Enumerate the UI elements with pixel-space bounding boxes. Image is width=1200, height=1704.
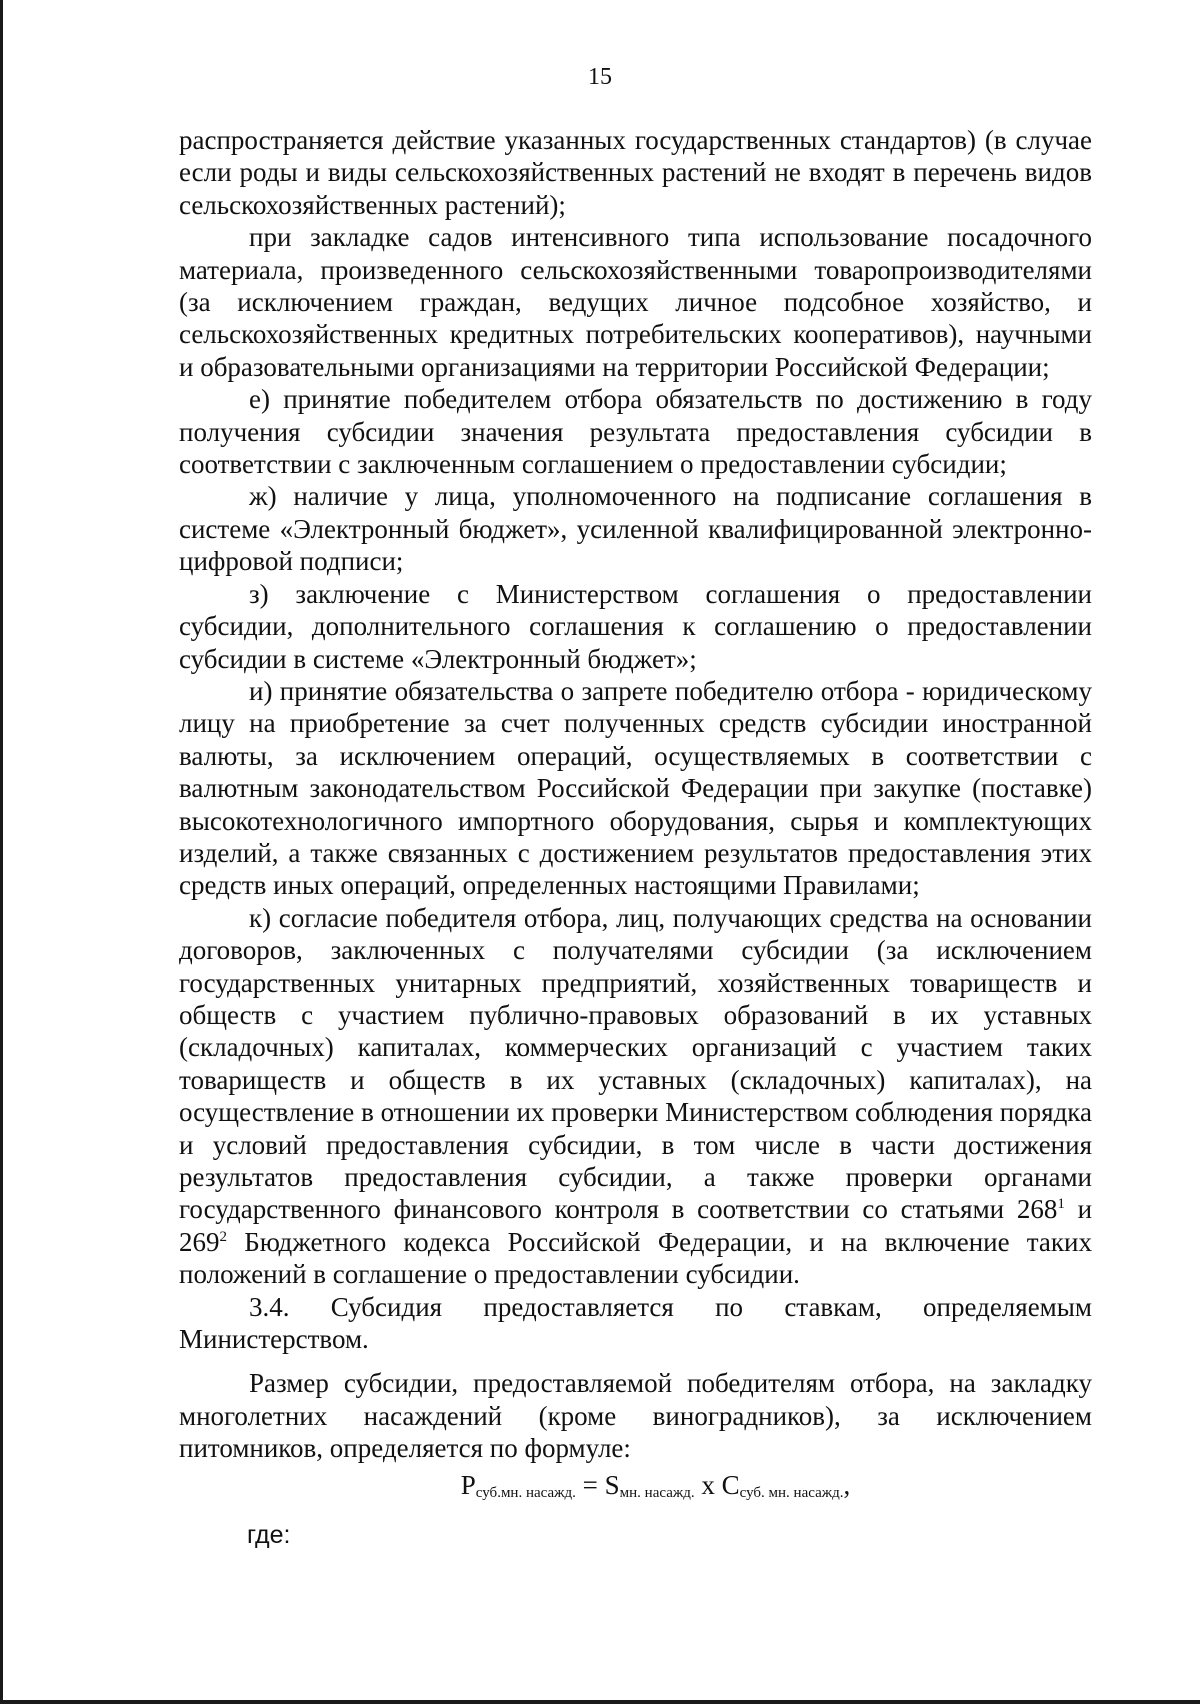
formula-c-subscript: суб. мн. насажд. — [739, 1484, 844, 1501]
scan-edge-left — [0, 0, 3, 1704]
paragraph-subsidy-size: Размер субсидии, предоставляемой победителям отбора, на закладку многолетних насаждений (кроме виноградников), за исключением питомников, определяется по формуле: — [179, 1368, 1092, 1464]
article-superscript-2: 2 — [219, 1228, 227, 1245]
formula-equals: = — [575, 1469, 605, 1500]
article-number-269: 269 — [179, 1226, 220, 1257]
paragraph-orchard-planting: при закладке садов интенсивного типа использование посадочного материала, произведенного сельскохозяйственными товаропроизводителями (за исключением граждан, ведущих личное подсобное хозяйство, и сельскохозяйственных кредитных потребительских кооперативов), научными и образовательными организациями на территории Российской Федерации; — [179, 222, 1092, 382]
formula-p-subscript: суб.мн. насажд. — [475, 1484, 576, 1501]
formula-s-symbol: S — [604, 1469, 620, 1500]
paragraph-continuation: распространяется действие указанных государственных стандартов) (в случае если роды и виды сельскохозяйственных растений не входят в перечень видов сельскохозяйственных растений); — [179, 125, 1092, 220]
paragraph-item-e: е) принятие победителем отбора обязательств по достижению в году получения субсидии значения результата предоставления субсидии в соответствии с заключенным соглашением о предоставлении субсидии; — [179, 384, 1092, 480]
paragraph-item-k — [179, 902, 1092, 1291]
scan-edge-bottom — [0, 1700, 1200, 1704]
formula-p-symbol: P — [460, 1469, 476, 1500]
paragraph-item-z: з) заключение с Министерством соглашения о предоставлении субсидии, дополнительного соглашения к соглашению о предоставлении субсидии в системе «Электронный бюджет»; — [179, 578, 1092, 674]
paragraph-section-3-4: 3.4. Субсидия предоставляется по ставкам, определяемым Министерством. — [179, 1291, 1092, 1355]
paragraph-item-zh: ж) наличие у лица, уполномоченного на подписание соглашения в системе «Электронный бюджет», усиленной квалифицированной электронно-цифровой подписи; — [179, 481, 1092, 577]
article-superscript-1: 1 — [1057, 1196, 1065, 1213]
formula-s-subscript: мн. насажд. — [619, 1484, 695, 1501]
item-k-text-and: и — [1064, 1194, 1093, 1225]
where-label: где: — [247, 1520, 291, 1549]
subsidy-formula — [179, 1467, 1092, 1511]
formula-times: x — [694, 1469, 722, 1500]
formula-c-symbol: C — [721, 1469, 740, 1500]
formula-trailing-comma: , — [843, 1469, 851, 1500]
item-k-text-part2: Бюджетного кодекса Российской Федерации, и на включение таких положений в соглашение о предоставлении субсидии. — [179, 1226, 1092, 1290]
item-k-text-part1: к) согласие победителя отбора, лиц, получающих средства на основании договоров, заключенных с получателями субсидии (за исключением государственных унитарных предприятий, хозяйственных товариществ и обществ с участием публично-правовых образований в их уставных (складочных) капиталах, коммерческих организаций с участием таких товариществ и обществ в их уставных (складочных) капиталах), на осуществление в отношении их проверки Министерством соблюдения порядка и условий предоставления субсидии, в том числе в части достижения результатов предоставления субсидии, а также проверки органами государственного финансового контроля в соответствии со статьями — [179, 902, 1092, 1225]
article-number-268: 268 — [1016, 1194, 1058, 1225]
document-body — [179, 124, 1092, 1551]
page-number: 15 — [588, 64, 612, 90]
paragraph-item-i: и) принятие обязательства о запрете победителю отбора - юридическому лицу на приобретение за счет полученных средств субсидии иностранной валюты, за исключением операций, осуществляемых в соответствии с валютным законодательством Российской Федерации при закупке (поставке) высокотехнологичного импортного оборудования, сырья и комплектующих изделий, а также связанных с достижением результатов предоставления этих средств иных операций, определенных настоящими Правилами; — [179, 675, 1092, 901]
